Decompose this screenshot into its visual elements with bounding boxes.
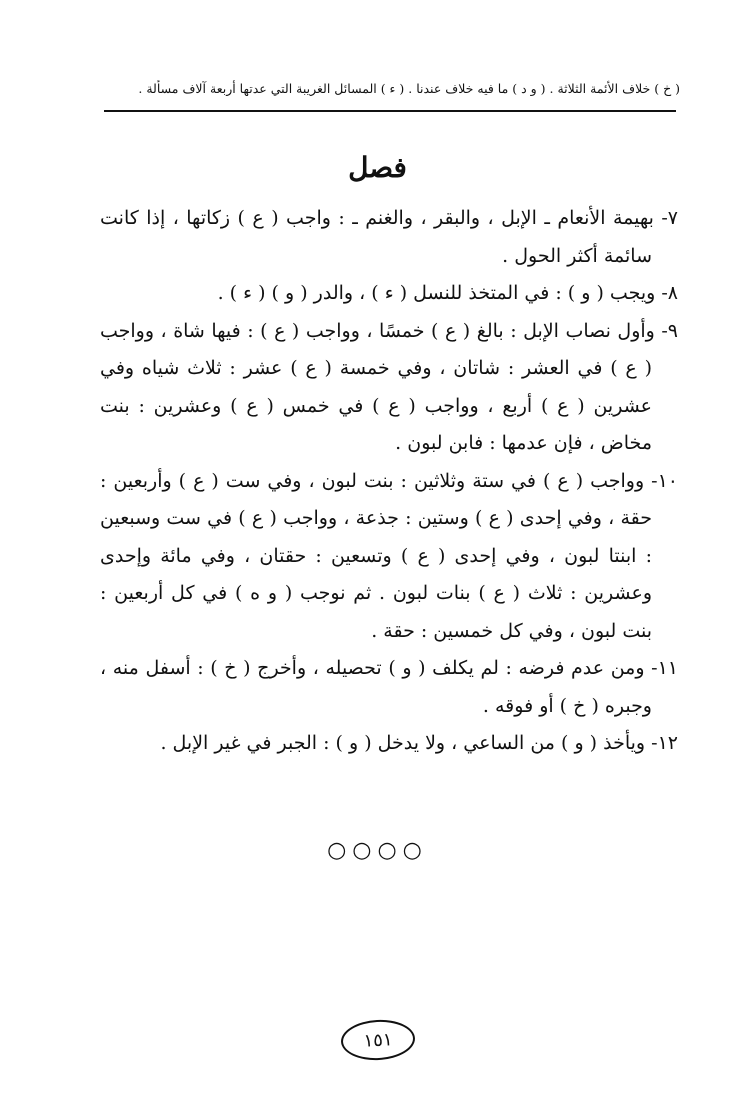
page-number-container (0, 1020, 755, 1060)
issue-10 (100, 463, 678, 651)
header-divider (104, 110, 676, 112)
issue-number: ٩- (661, 319, 678, 342)
section-end-ornament: ○○○○ (327, 838, 428, 863)
issue-11 (100, 650, 678, 725)
issue-number: ١١- (651, 657, 678, 679)
page-number: ١٥١ (340, 1018, 416, 1062)
issue-number: ١٢- (651, 732, 678, 754)
issue-number: ٨- (661, 282, 678, 304)
issue-text: ويجب ( و ) : في المتخذ للنسل ( ء ) ، والدر ( و ) ( ء ) . (217, 282, 656, 304)
header-abbreviations-note: ( خ ) خلاف الأئمة الثلاثة . ( و د ) ما فيه خلاف عندنا . ( ء ) المسائل الغريبة التي عدتها أربعة آلاف مسألة . (138, 81, 680, 96)
issue-text: وواجب ( ع ) في ستة وثلاثين : بنت لبون ، وفي ست ( ع ) وأربعين : حقة ، وفي إحدى ( ع ) وستين : جذعة ، وواجب ( ع ) في ست وسبعين : ابنتا لبون ، وفي إحدى ( ع ) وتسعين : حقتان ، وفي مائة وإحدى وعشرين : ثلاث ( ع ) بنات لبون . ثم نوجب ( و ه ) في كل أربعين : بنت لبون ، وفي كل خمسين : حقة . (100, 469, 652, 642)
issue-9 (100, 313, 678, 463)
section-title: فصل (348, 151, 407, 184)
issue-text: وأول نصاب الإبل : بالغ ( ع ) خمسًا ، وواجب ( ع ) : فيها شاة ، وواجب ( ع ) في العشر : شاتان ، وفي خمسة ( ع ) عشر : ثلاث شياه وفي عشرين ( ع ) أربع ، وواجب ( ع ) في خمس ( ع ) وعشرين : بنت مخاض ، فإن عدمها : فابن لبون . (100, 319, 655, 454)
issue-number: ٧- (661, 207, 678, 229)
issue-text: ومن عدم فرضه : لم يكلف ( و ) تحصيله ، وأخرج ( خ ) : أسفل منه ، وجبره ( خ ) أو فوقه . (100, 657, 652, 717)
issue-text: بهيمة الأنعام ـ الإبل ، والبقر ، والغنم ـ : واجب ( ع ) زكاتها ، إذا كانت سائمة أكثر الحول . (100, 207, 654, 267)
issue-12 (100, 725, 678, 763)
issues-list (100, 200, 678, 763)
issue-number: ١٠- (651, 469, 678, 492)
issue-8 (100, 275, 678, 313)
issue-text: ويأخذ ( و ) من الساعي ، ولا يدخل ( و ) : الجبر في غير الإبل . (160, 732, 646, 754)
issue-7 (100, 200, 678, 275)
